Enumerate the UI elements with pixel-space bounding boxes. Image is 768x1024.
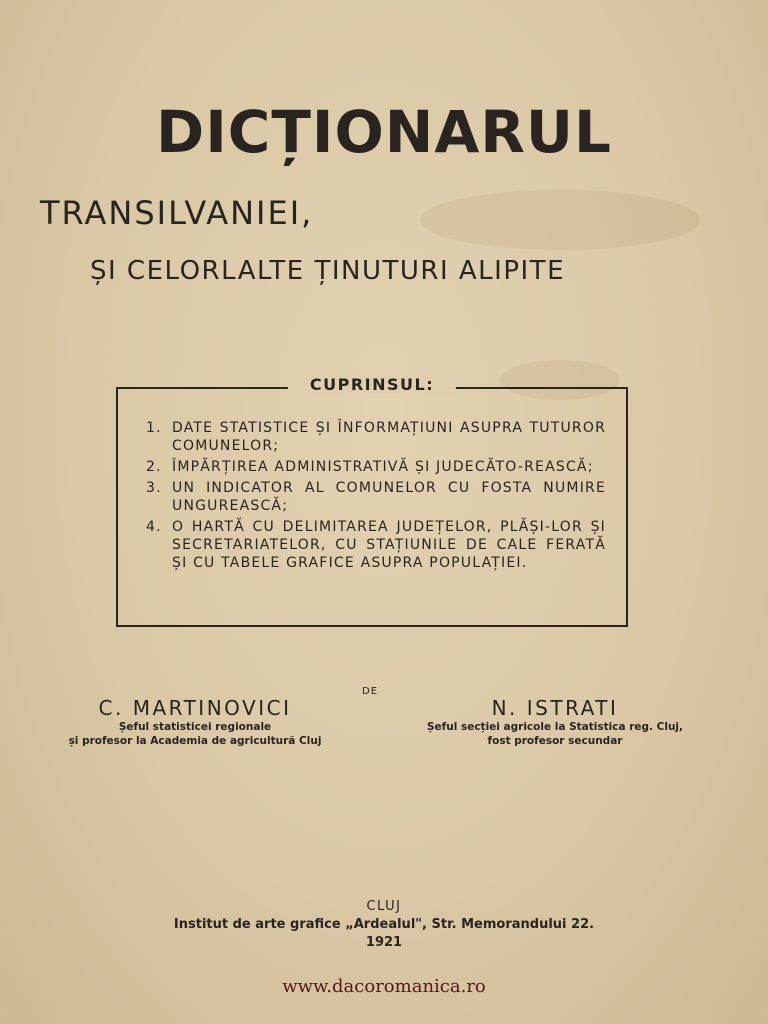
contents-item <box>146 419 606 455</box>
book-title: DICȚIONARUL <box>156 98 612 166</box>
author-1 <box>40 696 350 748</box>
item-number: 1. <box>146 420 162 436</box>
item-text: ÎMPĂRȚIREA ADMINISTRATIVĂ ȘI JUDECĂTO-REASCĂ; <box>172 459 594 475</box>
item-number: 3. <box>146 480 162 496</box>
contents-item <box>146 518 606 572</box>
item-number: 2. <box>146 459 162 475</box>
imprint-publisher: Institut de arte grafice „Ardealul", Str. Memorandului 22. <box>173 917 595 932</box>
subtitle-line-2: ȘI CELORLALTE ȚINUTURI ALIPITE <box>90 256 565 286</box>
imprint-city: CLUJ <box>366 899 402 914</box>
website-watermark: www.dacoromanica.ro <box>282 976 486 997</box>
contents-item <box>146 479 606 515</box>
contents-item <box>146 458 606 476</box>
item-number: 4. <box>146 519 162 535</box>
author-name: C. MARTINOVICI <box>98 696 292 720</box>
item-text: UN INDICATOR AL COMUNELOR CU FOSTA NUMIRE UNGUREASCĂ; <box>172 480 606 514</box>
contents-heading: CUPRINSUL: <box>288 375 456 394</box>
author-role: fost profesor secundar <box>487 735 623 747</box>
imprint-year: 1921 <box>365 935 403 950</box>
imprint <box>0 898 768 952</box>
contents-list <box>146 419 606 575</box>
author-role: Șeful statisticei regionale <box>118 721 272 733</box>
paper-stain <box>420 190 700 250</box>
contents-box <box>116 375 628 627</box>
item-text: DATE STATISTICE ȘI ÎNFORMAȚIUNI ASUPRA TUTUROR COMUNELOR; <box>172 420 606 454</box>
author-role: Șeful secției agricole la Statistica reg. Cluj, <box>426 721 684 733</box>
subtitle-line-1: TRANSILVANIEI, <box>40 194 314 232</box>
author-name: N. ISTRATI <box>491 696 619 720</box>
item-text: O HARTĂ CU DELIMITAREA JUDEȚELOR, PLĂȘI-LOR ȘI SECRETARIATELOR, CU STAȚIUNILE DE CALE FERATĂ ȘI CU TABELE GRAFICE ASUPRA POPULAȚIEI. <box>172 519 606 571</box>
by-label: DE <box>362 686 379 697</box>
author-2 <box>395 696 715 748</box>
author-role: și profesor la Academia de agricultură Cluj <box>68 735 322 747</box>
